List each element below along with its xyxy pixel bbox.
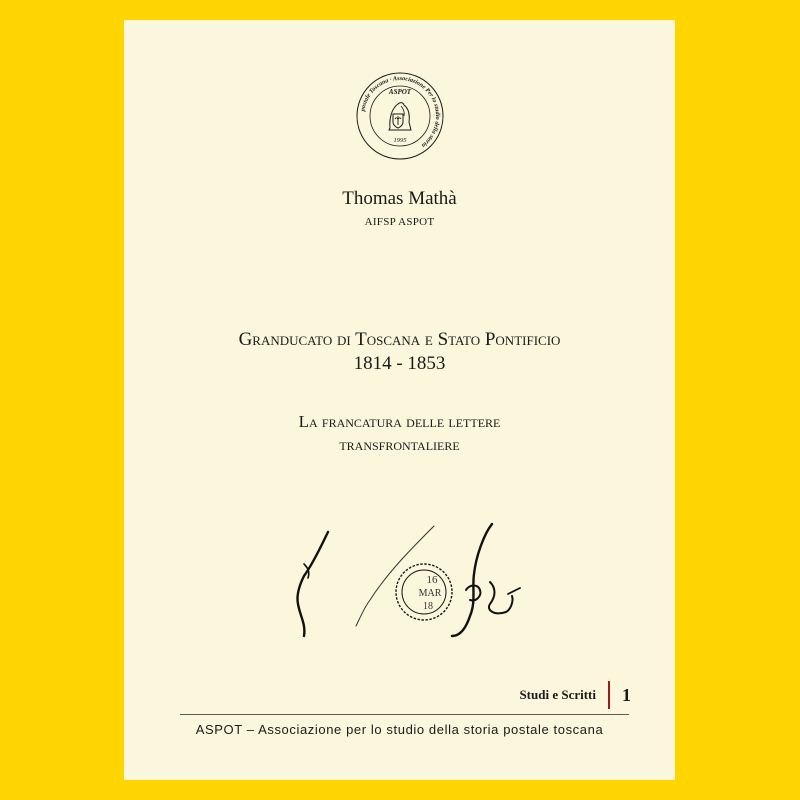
author-affiliation: AIFSP ASPOT xyxy=(364,216,435,228)
seal-year: 1995 xyxy=(393,137,407,144)
book-subtitle xyxy=(124,410,675,456)
title-line-2: 1814 - 1853 xyxy=(353,353,446,374)
subtitle-line-2: transfrontaliere xyxy=(339,435,460,454)
postmark-stamp xyxy=(396,564,452,620)
footer-rule xyxy=(180,714,629,715)
handwriting-stroke-left xyxy=(297,532,328,636)
postmark-month: MAR xyxy=(418,588,442,599)
postmark-year: 18 xyxy=(423,601,433,612)
author-name: Thomas Mathà xyxy=(342,188,457,209)
series-label: Studi e Scritti xyxy=(519,687,596,702)
series-divider xyxy=(608,681,610,709)
series-number: 1 xyxy=(622,684,631,705)
seal-name: ASPOT xyxy=(388,88,412,96)
seal-ring-text: postale Toscana · Associazione Per lo studio della storia xyxy=(359,74,442,149)
series-block xyxy=(519,680,631,710)
aspot-seal-logo xyxy=(356,72,444,160)
title-line-1: Granducato di Toscana e Stato Pontificio xyxy=(238,329,561,350)
handwriting-postmark-illustration xyxy=(284,504,524,644)
book-title xyxy=(124,328,675,376)
postmark-day: 16 xyxy=(426,574,438,586)
publisher-footer: ASPOT – Associazione per lo studio della storia postale toscana xyxy=(195,722,604,737)
book-cover xyxy=(124,20,675,780)
handwriting-stroke-right xyxy=(452,524,492,636)
subtitle-line-1: La francatura delle lettere xyxy=(298,412,501,431)
